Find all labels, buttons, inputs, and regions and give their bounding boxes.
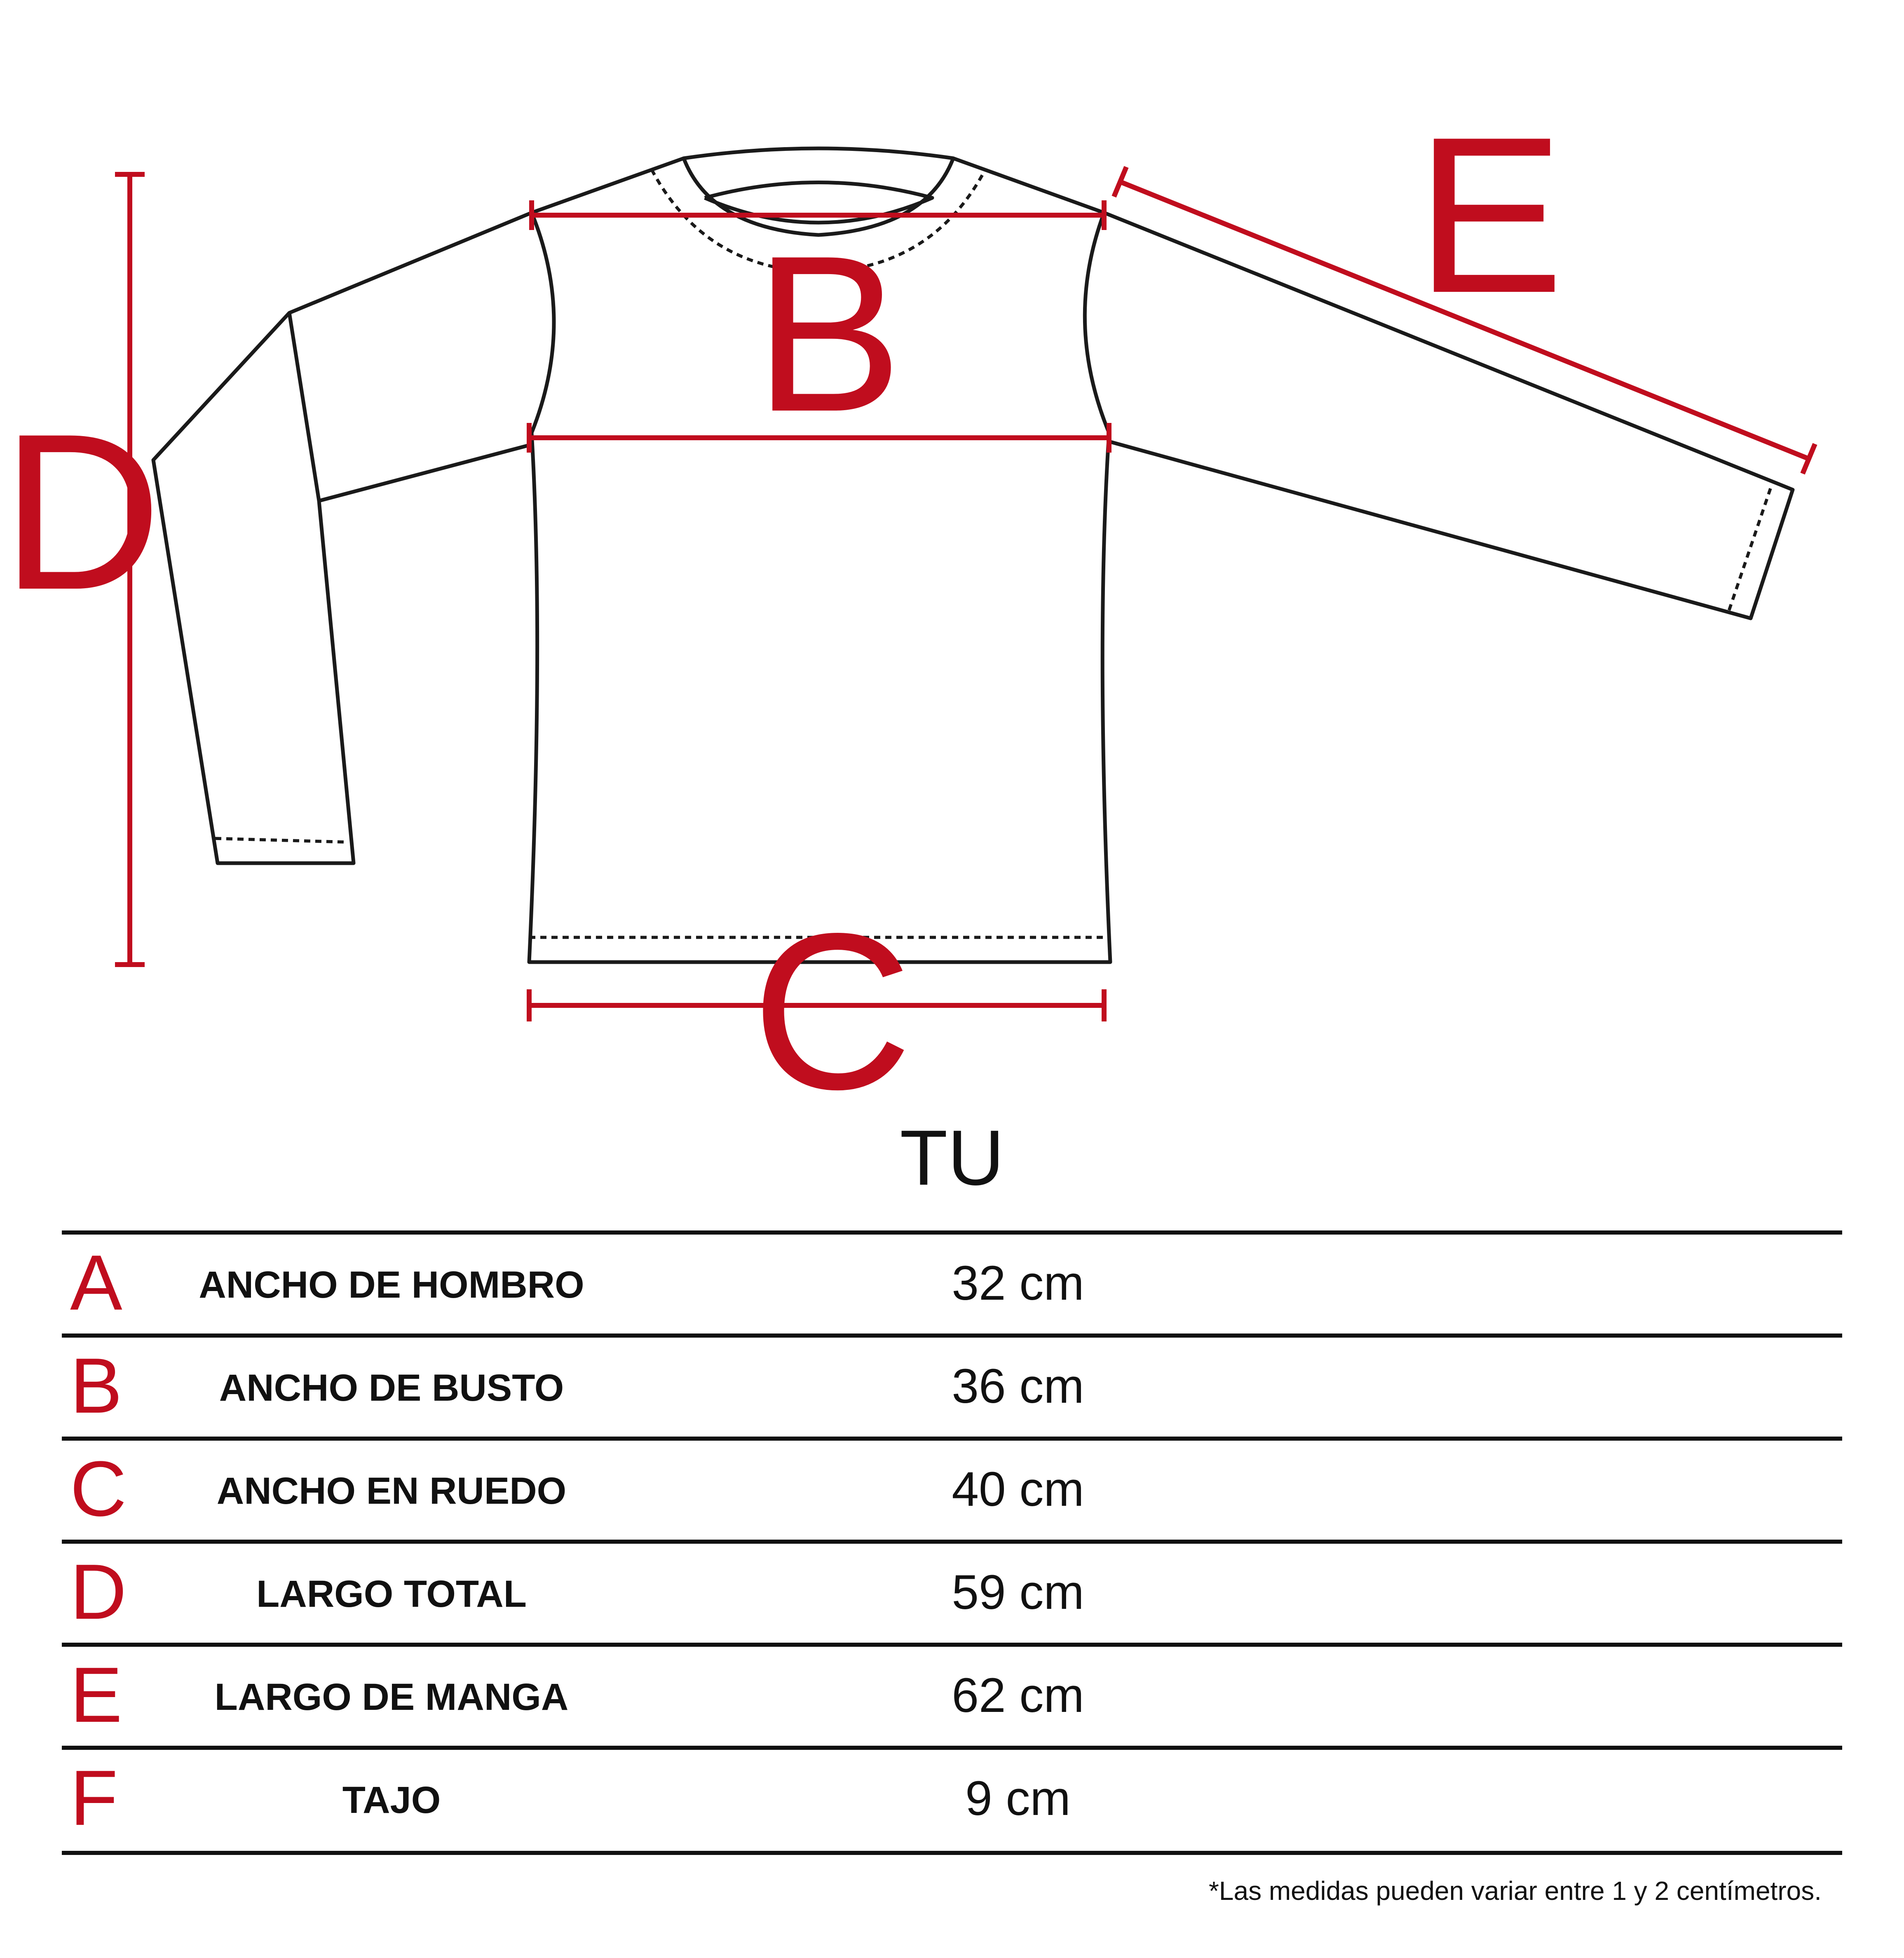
table-row xyxy=(62,1540,1842,1643)
letter-b: B xyxy=(754,209,903,458)
letter-d: D xyxy=(1,387,162,636)
table-row xyxy=(62,1437,1842,1540)
left-sleeve xyxy=(153,213,532,863)
row-label: LARGO DE MANGA xyxy=(214,1676,569,1718)
letter-c: C xyxy=(752,887,912,1113)
left-cuff-stitch xyxy=(215,838,349,842)
table-row xyxy=(62,1746,1842,1850)
row-letter: C xyxy=(70,1445,127,1533)
footnote: *Las medidas pueden variar entre 1 y 2 centímetros. xyxy=(1208,1876,1822,1906)
row-letter: A xyxy=(70,1239,122,1326)
size-title: TU xyxy=(900,1114,1004,1202)
table-row xyxy=(62,1334,1842,1437)
row-label: ANCHO EN RUEDO xyxy=(216,1470,567,1512)
row-value: 59 cm xyxy=(952,1565,1084,1620)
row-value: 36 cm xyxy=(952,1359,1084,1413)
row-letter: F xyxy=(70,1754,118,1842)
row-value: 32 cm xyxy=(952,1256,1084,1310)
row-label: ANCHO DE BUSTO xyxy=(219,1367,564,1409)
letter-e: E xyxy=(1415,91,1564,339)
table-row xyxy=(62,1643,1842,1747)
row-value: 62 cm xyxy=(952,1668,1084,1723)
left-sleeve-seam xyxy=(289,313,319,501)
row-value: 40 cm xyxy=(952,1462,1084,1517)
right-cuff-stitch xyxy=(1728,488,1770,612)
table-row xyxy=(62,1230,1842,1334)
row-letter: D xyxy=(70,1548,127,1636)
row-value: 9 cm xyxy=(965,1771,1071,1826)
row-letter: B xyxy=(70,1342,122,1430)
row-label: LARGO TOTAL xyxy=(256,1573,527,1615)
row-label: TAJO xyxy=(342,1779,441,1821)
row-letter: E xyxy=(70,1651,122,1739)
table-rule xyxy=(62,1851,1842,1855)
row-label: ANCHO DE HOMBRO xyxy=(199,1264,584,1306)
